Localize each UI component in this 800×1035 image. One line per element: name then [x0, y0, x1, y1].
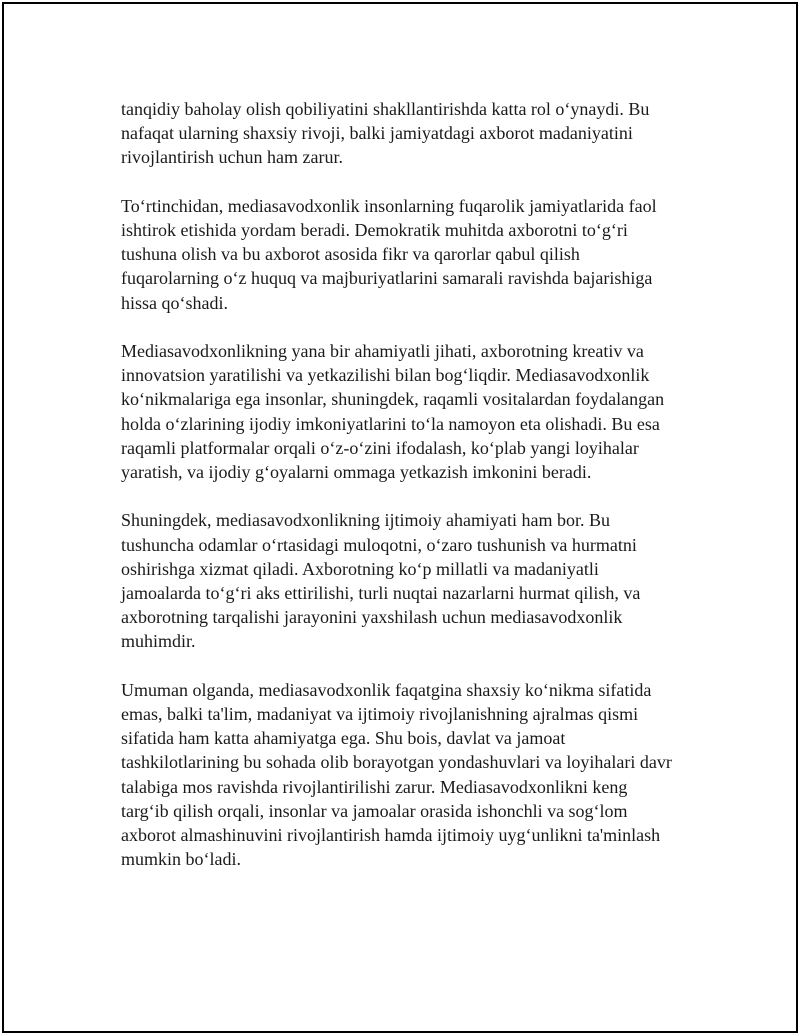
paragraph-2: To‘rtinchidan, mediasavodxonlik insonlarning fuqarolik jamiyatlarida faol ishtirok etishida yordam beradi. Demokratik muhitda axborotni to‘g‘ri tushuna olish va bu axborot asosida fikr va qarorlar qabul qilish fuqarolarning o‘z huquq va majburiyatlarini samarali ravishda bajarishiga hissa qo‘shadi.	[121, 195, 657, 313]
document-body	[121, 97, 696, 896]
paragraph-3: Mediasavodxonlikning yana bir ahamiyatli jihati, axborotning kreativ va innovatsion yaratilishi va yetkazilishi bilan bog‘liqdir. Mediasavodxonlik ko‘nikmalariga ega insonlar, shuningdek, raqamli vositalardan foydalangan holda o‘zlarining ijodiy imkoniyatlarini to‘la namoyon eta olishadi. Bu esa raqamli platformalar orqali o‘z-o‘zini ifodalash, ko‘plab yangi loyihalar yaratish, va ijodiy g‘oyalarni ommaga yetkazish imkonini beradi.	[121, 341, 665, 483]
paragraph-1: tanqidiy baholay olish qobiliyatini shakllantirishda katta rol o‘ynaydi. Bu nafaqat ularning shaxsiy rivoji, balki jamiyatdagi axborot madaniyatini rivojlantirish uchun ham zarur.	[121, 99, 650, 168]
paragraph-4: Shuningdek, mediasavodxonlikning ijtimoiy ahamiyati ham bor. Bu tushuncha odamlar o‘rtasidagi muloqotni, o‘zaro tushunish va hurmatni oshirishga xizmat qiladi. Axborotning ko‘p millatli va madaniyatli jamoalarda to‘g‘ri aks ettirilishi, turli nuqtai nazarlarni hurmat qilish, va axborotning tarqalishi jarayonini yaxshilash uchun mediasavodxonlik muhimdir.	[121, 510, 641, 652]
paragraph-5: Umuman olganda, mediasavodxonlik faqatgina shaxsiy ko‘nikma sifatida emas, balki ta'lim, madaniyat va ijtimoiy rivojlanishning ajralmas qismi sifatida ham katta ahamiyatga ega. Shu bois, davlat va jamoat tashkilotlarining bu sohada olib borayotgan yondashuvlari va loyihalari davr talabiga mos ravishda rivojlantirilishi zarur. Mediasavodxonlikni keng targ‘ib qilish orqali, insonlar va jamoalar orasida ishonchli va sog‘lom axborot almashinuvini rivojlantirish hamda ijtimoiy uyg‘unlikni ta'minlash mumkin bo‘ladi.	[121, 679, 672, 870]
page-frame	[2, 2, 798, 1033]
